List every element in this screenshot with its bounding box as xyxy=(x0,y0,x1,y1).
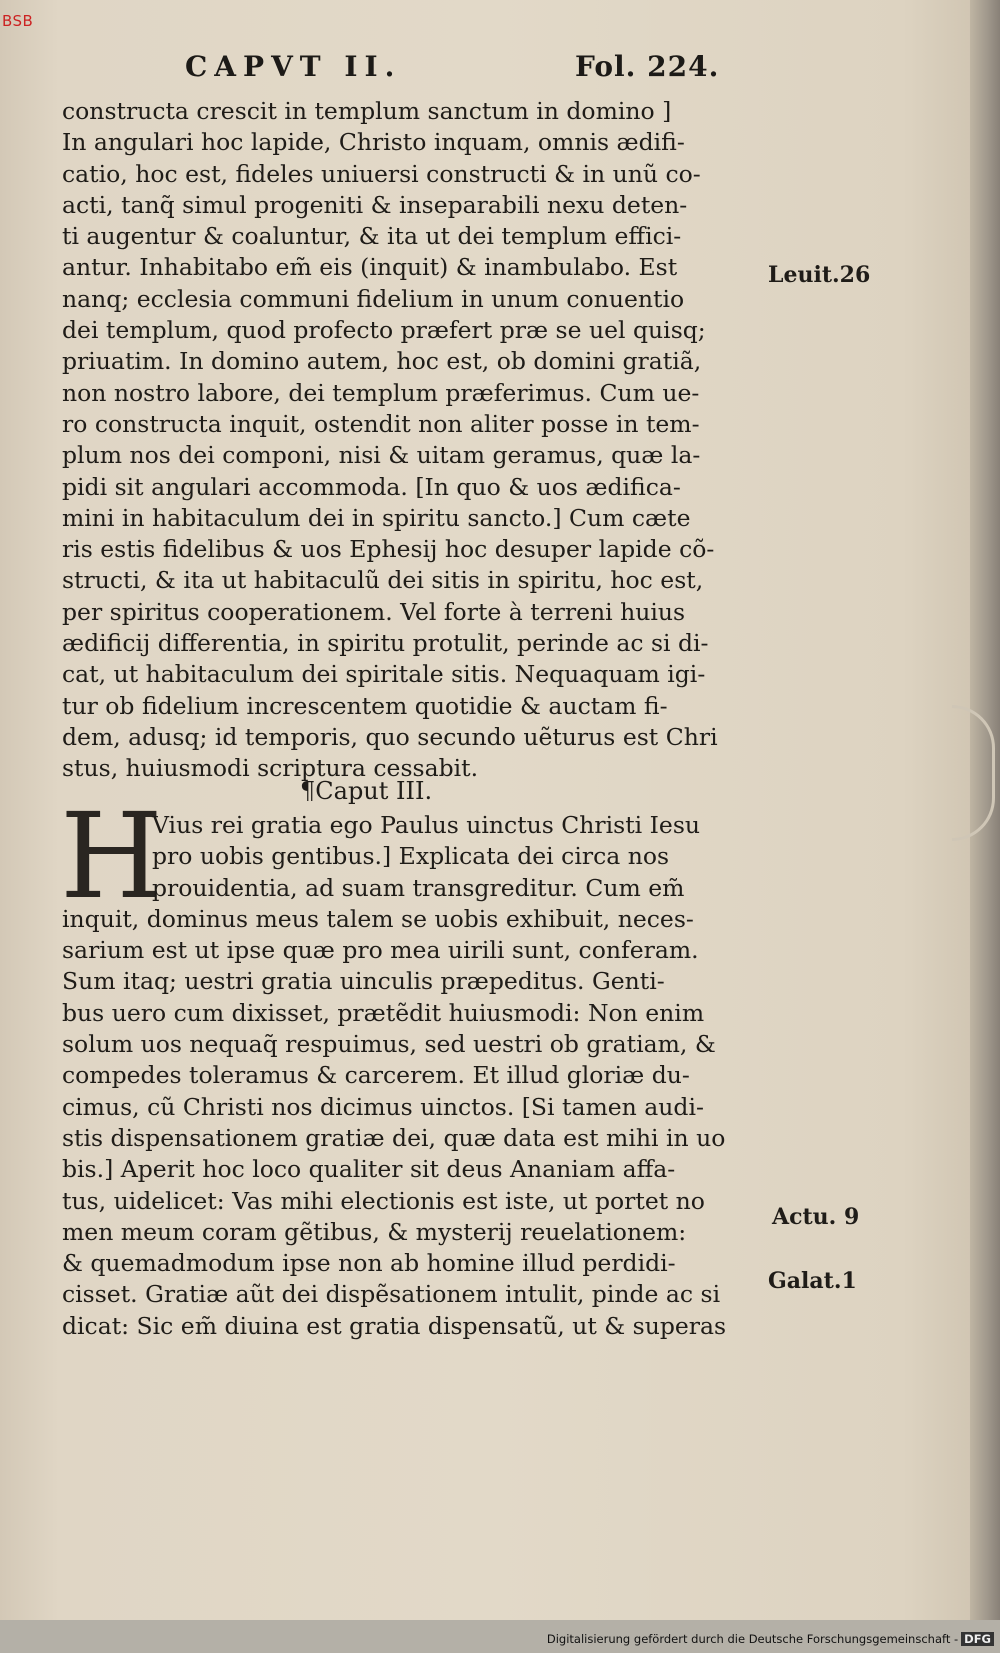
text-line: bis.] Aperit hoc loco qualiter sit deus Ananiam affa- xyxy=(62,1155,676,1184)
text-line: stus, huiusmodi scriptura cessabit. xyxy=(62,754,479,783)
text-line: stis dispensationem gratiæ dei, quæ data est mihi in uo xyxy=(62,1123,726,1152)
text-line: non nostro labore, dei templum præferimus. Cum ue- xyxy=(62,378,700,407)
text-line: cisset. Gratiæ aũt dei dispẽsationem intulit, pinde ac si xyxy=(62,1280,721,1309)
chapter-title: CAPVT II. xyxy=(185,50,402,83)
chapter-heading: ¶Caput III. xyxy=(300,777,433,805)
text-line: Sum itaq; uestri gratia uinculis præpeditus. Genti- xyxy=(62,967,665,996)
text-line: pidi sit angulari accommoda. [In quo & uos ædifica- xyxy=(62,472,681,501)
text-line: mini in habitaculum dei in spiritu sancto.] Cum cæte xyxy=(62,503,691,532)
margin-note-actu: Actu. 9 xyxy=(772,1204,860,1230)
text-line: solum uos nequaq̃ respuimus, sed uestri ob gratiam, & xyxy=(62,1030,716,1059)
text-line: ro constructa inquit, ostendit non aliter posse in tem- xyxy=(62,409,700,438)
text-line: structi, & ita ut habitaculũ dei sitis in spiritu, hoc est, xyxy=(62,566,704,595)
drop-cap: H xyxy=(60,787,163,925)
text-line: ris estis fidelibus & uos Ephesij hoc desuper lapide cõ- xyxy=(62,535,715,564)
text-line: In angulari hoc lapide, Christo inquam, omnis ædifi- xyxy=(62,128,685,157)
text-line: dei templum, quod profecto præfert præ se uel quisq; xyxy=(62,316,706,345)
text-line: antur. Inhabitabo em̃ eis (inquit) & inambulabo. Est xyxy=(62,253,678,282)
text-line: plum nos dei componi, nisi & uitam geramus, quæ la- xyxy=(62,441,701,470)
text-line: cimus, cũ Christi nos dicimus uinctos. [Si tamen audi- xyxy=(62,1092,704,1121)
text-line: nanq; ecclesia communi fidelium in unum conuentio xyxy=(62,284,685,313)
text-line: per spiritus cooperationem. Vel forte à terreni huius xyxy=(62,597,686,626)
library-mark: BSB xyxy=(2,12,34,30)
text-line: cat, ut habitaculum dei spiritale sitis. Nequaquam igi- xyxy=(62,660,706,689)
body-text-upper xyxy=(62,96,762,785)
text-line: men meum coram gẽtibus, & mysterij reuelationem: xyxy=(62,1217,687,1246)
text-line: bus uero cum dixisset, prætẽdit huiusmodi: Non enim xyxy=(62,998,705,1027)
footer-text: Digitalisierung gefördert durch die Deutsche Forschungsgemeinschaft - xyxy=(546,1632,959,1646)
text-line: compedes toleramus & carcerem. Et illud gloriæ du- xyxy=(62,1061,690,1090)
margin-note-galat: Galat.1 xyxy=(768,1268,857,1294)
footer-credit xyxy=(547,1632,994,1646)
running-head xyxy=(185,50,725,90)
text-line: sarium est ut ipse quæ pro mea uirili sunt, conferam. xyxy=(62,936,699,965)
text-line: constructa crescit in templum sanctum in domino ] xyxy=(62,97,672,125)
page-tab xyxy=(952,705,995,841)
margin-note-leuit: Leuit.26 xyxy=(768,262,871,288)
dfg-logo: DFG xyxy=(961,1632,994,1646)
text-line: dem, adusq; id temporis, quo secundo uẽturus est Chri xyxy=(62,722,718,751)
text-line: prouidentia, ad suam transgreditur. Cum em̃ xyxy=(152,873,685,902)
folio-number: Fol. 224. xyxy=(575,50,720,83)
text-line: tur ob fidelium increscentem quotidie & auctam fi- xyxy=(62,691,668,720)
text-line: ti augentur & coaluntur, & ita ut dei templum effici- xyxy=(62,222,682,251)
text-line: dicat: Sic em̃ diuina est gratia dispensatũ, ut & superas xyxy=(62,1311,727,1340)
text-line: catio, hoc est, fideles uniuersi constructi & in unũ co- xyxy=(62,159,701,188)
text-line: acti, tanq̃ simul progeniti & inseparabili nexu deten- xyxy=(62,190,688,219)
text-line: ædificij differentia, in spiritu protulit, perinde ac si di- xyxy=(62,629,709,658)
text-line: inquit, dominus meus talem se uobis exhibuit, neces- xyxy=(62,904,694,933)
text-line: Vius rei gratia ego Paulus uinctus Christi Iesu xyxy=(152,811,701,839)
page-edge xyxy=(970,0,1000,1653)
text-line: & quemadmodum ipse non ab homine illud perdidi- xyxy=(62,1249,676,1278)
text-line: tus, uidelicet: Vas mihi electionis est iste, ut portet no xyxy=(62,1186,705,1215)
text-line: pro uobis gentibus.] Explicata dei circa nos xyxy=(152,842,670,871)
text-line: priuatim. In domino autem, hoc est, ob domini gratiã, xyxy=(62,347,702,376)
